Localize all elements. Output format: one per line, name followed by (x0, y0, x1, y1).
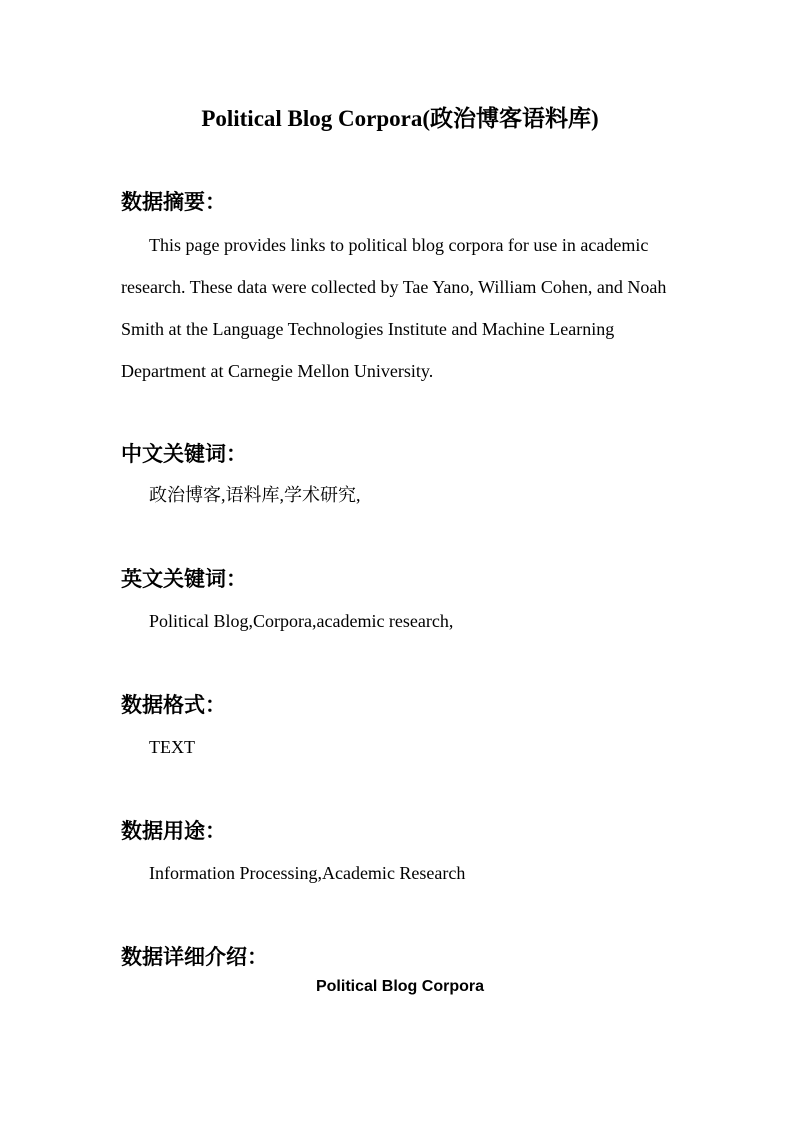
data-format-heading: 数据格式： (121, 693, 226, 717)
abstract-text: This page provides links to political blog corpora for use in academic research. These data were collected by Tae Yano, William Cohen, and Noah Smith at the Language Technologies Institute and Machine Learning Department at Carnegie Mellon University. (121, 235, 667, 381)
data-format-value: TEXT (149, 737, 195, 757)
document-title: Political Blog Corpora(政治博客语料库) (201, 106, 599, 131)
data-details-heading: 数据详细介绍： (121, 945, 268, 969)
english-keywords-heading: 英文关键词： (121, 567, 247, 591)
data-details-subtitle: Political Blog Corpora (315, 978, 484, 995)
english-keywords-value: Political Blog,Corpora,academic research, (149, 611, 454, 631)
data-usage-heading: 数据用途： (121, 819, 226, 843)
chinese-keywords-heading: 中文关键词： (121, 442, 247, 466)
abstract-heading: 数据摘要： (121, 190, 226, 214)
chinese-keywords-value: 政治博客,语料库,学术研究, (149, 485, 361, 505)
data-usage-value: Information Processing,Academic Research (149, 863, 466, 883)
